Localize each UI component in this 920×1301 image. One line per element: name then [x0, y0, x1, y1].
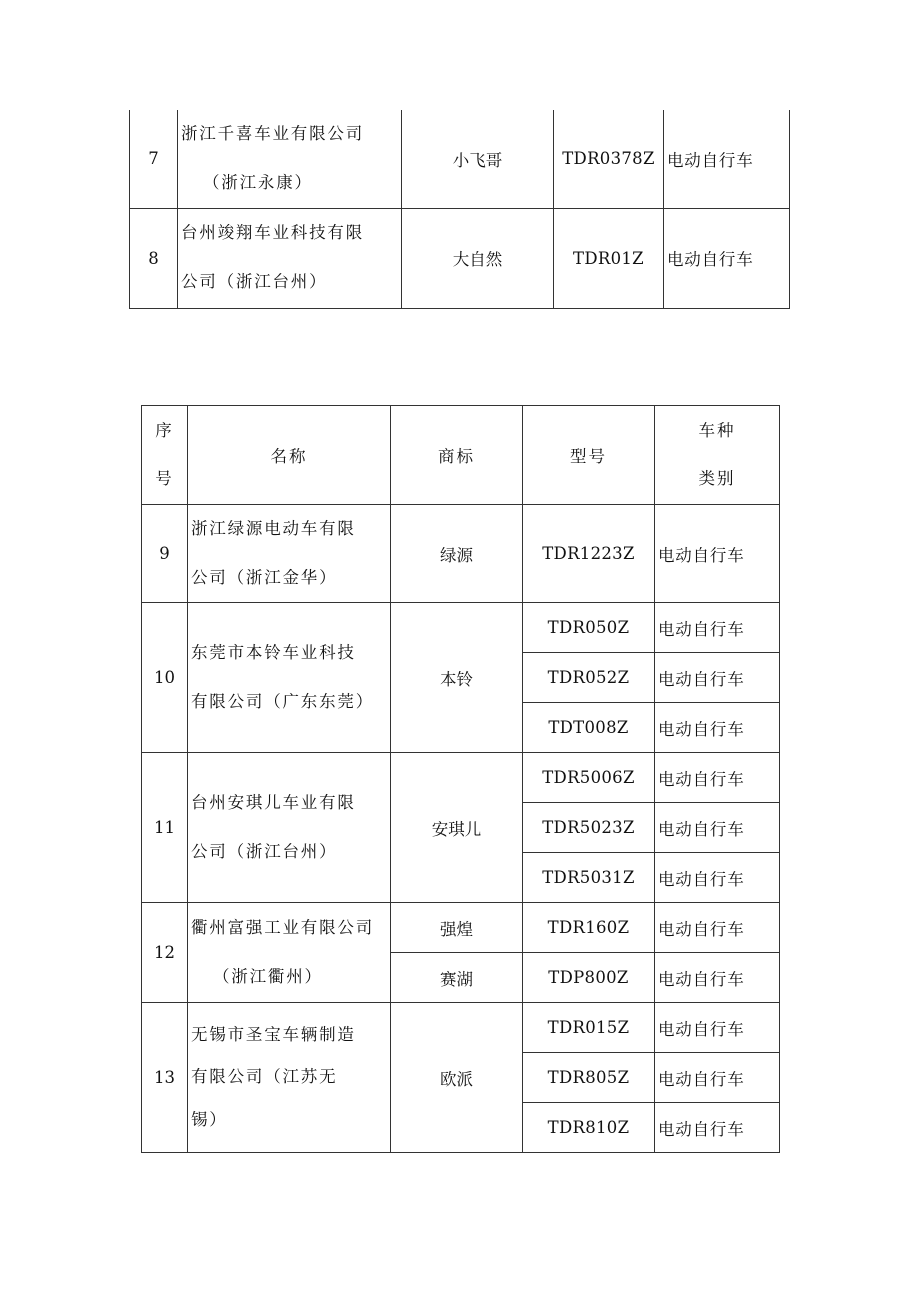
company-name	[188, 903, 391, 1003]
category-cell: 电动自行车	[664, 110, 790, 208]
brand-cell: 强煌	[391, 903, 523, 953]
model-cell: TDR5006Z	[523, 753, 655, 803]
category-cell: 电动自行车	[655, 653, 780, 703]
brand-cell: 大自然	[402, 208, 554, 308]
model-cell: TDT008Z	[523, 703, 655, 753]
company-name-line: 台州竣翔车业科技有限	[181, 223, 364, 243]
company-name	[188, 1003, 391, 1153]
model-cell: TDR160Z	[523, 903, 655, 953]
category-cell: 电动自行车	[655, 953, 780, 1003]
table-row	[142, 1003, 780, 1053]
row-number: 11	[142, 753, 188, 903]
category-cell: 电动自行车	[655, 505, 780, 603]
company-name	[188, 753, 391, 903]
header-category	[655, 406, 780, 505]
table-row	[142, 903, 780, 953]
company-name-line: 衢州富强工业有限公司	[191, 918, 374, 938]
category-cell: 电动自行车	[655, 1003, 780, 1053]
category-cell: 电动自行车	[655, 603, 780, 653]
model-cell: TDR810Z	[523, 1103, 655, 1153]
row-number: 12	[142, 903, 188, 1003]
row-number: 8	[130, 208, 178, 308]
company-name-line: 锡）	[191, 1110, 228, 1130]
category-cell: 电动自行车	[655, 853, 780, 903]
table-row	[130, 208, 790, 308]
model-cell: TDR0378Z	[554, 110, 664, 208]
category-cell: 电动自行车	[655, 903, 780, 953]
row-number: 10	[142, 603, 188, 753]
model-cell: TDR805Z	[523, 1053, 655, 1103]
company-name-line: 公司（浙江金华）	[191, 567, 338, 587]
company-name	[178, 110, 402, 208]
category-cell: 电动自行车	[655, 703, 780, 753]
row-number: 13	[142, 1003, 188, 1153]
model-cell: TDR015Z	[523, 1003, 655, 1053]
company-name-line: 有限公司（江苏无	[191, 1067, 338, 1087]
row-number: 7	[130, 110, 178, 208]
header-no-line: 序	[155, 421, 174, 441]
company-name-line: 公司（浙江台州）	[191, 841, 338, 861]
table-header-row	[142, 406, 780, 505]
table-row	[130, 110, 790, 208]
header-no	[142, 406, 188, 505]
brand-cell: 小飞哥	[402, 110, 554, 208]
company-name-line: 浙江千喜车业有限公司	[181, 124, 364, 144]
header-category-line: 车种	[698, 421, 736, 441]
company-name-line: 台州安琪儿车业有限	[191, 793, 356, 813]
category-cell: 电动自行车	[655, 1103, 780, 1153]
category-cell: 电动自行车	[664, 208, 790, 308]
brand-cell: 安琪儿	[391, 753, 523, 903]
header-model: 型号	[523, 406, 655, 505]
model-cell: TDR01Z	[554, 208, 664, 308]
table-row	[142, 753, 780, 803]
header-no-line: 号	[155, 469, 174, 488]
header-brand: 商标	[391, 406, 523, 505]
company-name-line: 有限公司（广东东莞）	[191, 691, 374, 711]
category-cell: 电动自行车	[655, 753, 780, 803]
category-cell: 电动自行车	[655, 1053, 780, 1103]
model-cell: TDR052Z	[523, 653, 655, 703]
header-name: 名称	[188, 406, 391, 505]
brand-cell: 本铃	[391, 603, 523, 753]
brand-cell: 赛湖	[391, 953, 523, 1003]
company-name-line: 东莞市本铃车业科技	[191, 643, 356, 663]
table-continued	[129, 110, 790, 309]
company-name	[188, 603, 391, 753]
company-name-line: 浙江绿源电动车有限	[191, 519, 356, 538]
brand-cell: 欧派	[391, 1003, 523, 1153]
model-cell: TDR5023Z	[523, 803, 655, 853]
product-table	[141, 405, 780, 1153]
table-row	[142, 505, 780, 603]
category-cell: 电动自行车	[655, 803, 780, 853]
company-name-line: 无锡市圣宝车辆制造	[191, 1024, 356, 1044]
company-name-line: （浙江永康）	[203, 172, 313, 192]
model-cell: TDR5031Z	[523, 853, 655, 903]
model-cell: TDP800Z	[523, 953, 655, 1003]
company-name-line: （浙江衢州）	[213, 966, 323, 986]
model-cell: TDR050Z	[523, 603, 655, 653]
company-name	[188, 505, 391, 603]
brand-cell: 绿源	[391, 505, 523, 603]
model-cell: TDR1223Z	[523, 505, 655, 603]
header-category-line: 类别	[698, 469, 736, 488]
table-row	[142, 603, 780, 653]
company-name-line: 公司（浙江台州）	[181, 272, 328, 291]
company-name	[178, 208, 402, 308]
row-number: 9	[142, 505, 188, 603]
